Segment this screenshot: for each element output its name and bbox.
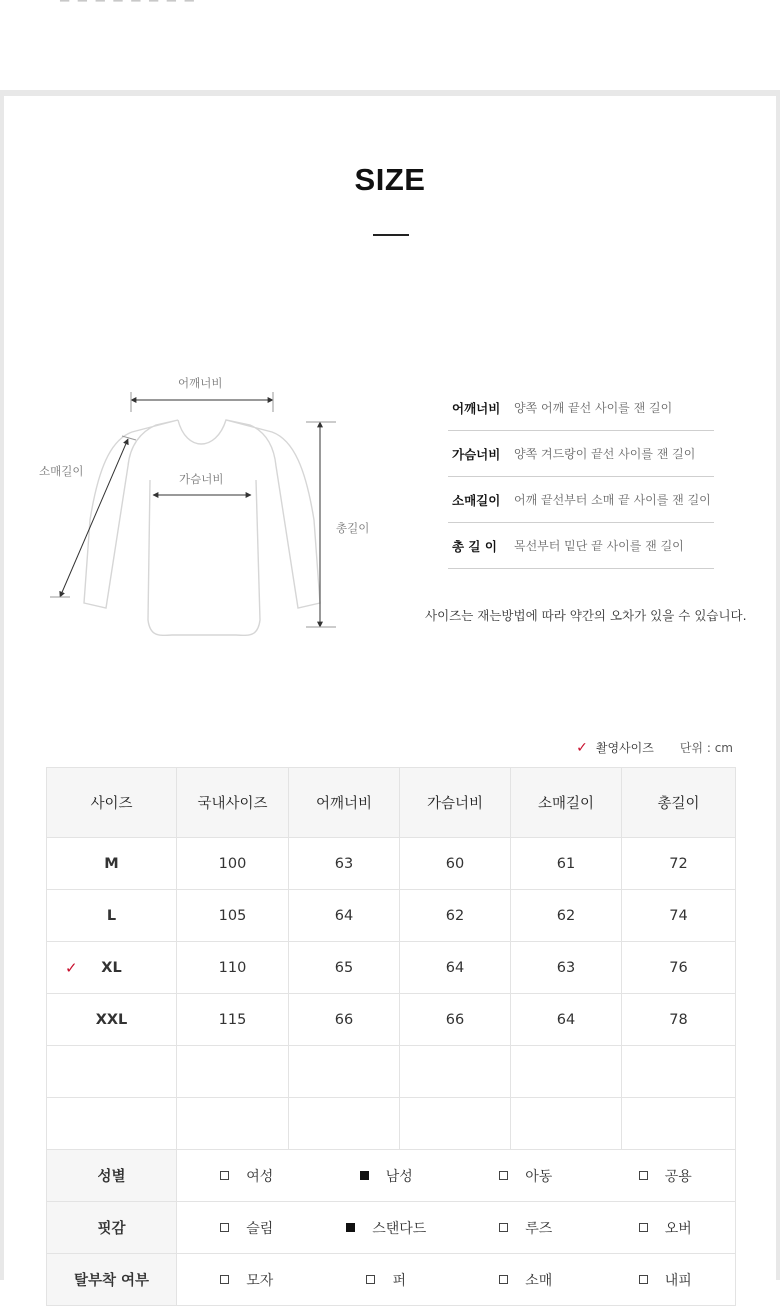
measurement-legend xyxy=(448,385,714,569)
option-group xyxy=(177,1218,735,1238)
legend-term: 어깨너비 xyxy=(452,400,501,416)
empty-cell xyxy=(400,1098,511,1150)
attribute-options xyxy=(177,1202,736,1254)
check-icon: ✓ xyxy=(576,739,588,756)
domestic-size-cell: 115 xyxy=(177,994,289,1046)
empty-cell xyxy=(622,1098,736,1150)
legend-term: 가슴너비 xyxy=(452,446,501,462)
chest-cell: 64 xyxy=(400,942,511,994)
chest-label: 가슴너비 xyxy=(179,472,224,486)
legend-row xyxy=(448,477,714,523)
column-header: 가슴너비 xyxy=(400,768,511,838)
sweater-outline xyxy=(84,420,320,635)
checkbox-icon xyxy=(639,1171,648,1180)
option-label: 루즈 xyxy=(525,1220,553,1237)
option-label: 내피 xyxy=(664,1272,692,1289)
empty-cell xyxy=(400,1046,511,1098)
option-label: 공용 xyxy=(664,1168,692,1185)
measurement-note: 사이즈는 재는방법에 따라 약간의 오차가 있을 수 있습니다. xyxy=(425,608,747,623)
shoulder-label: 어깨너비 xyxy=(178,376,223,390)
table-header-row xyxy=(47,768,736,838)
length-cell: 78 xyxy=(622,994,736,1046)
checkbox-icon xyxy=(220,1171,229,1180)
option-label: 모자 xyxy=(246,1272,274,1289)
option-male xyxy=(317,1166,457,1186)
sleeve-cell: 61 xyxy=(511,838,622,890)
legend-desc: 목선부터 밑단 끝 사이를 잰 길이 xyxy=(514,539,684,553)
length-label: 총길이 xyxy=(336,521,370,535)
option-slim xyxy=(177,1218,317,1238)
size-cell xyxy=(47,838,177,890)
empty-cell xyxy=(177,1046,289,1098)
table-row xyxy=(47,942,736,994)
option-label: 여성 xyxy=(246,1168,274,1185)
legend-desc: 양쪽 어깨 끝선 사이를 잰 길이 xyxy=(514,401,673,415)
legend-term: 총 길 이 xyxy=(452,538,497,554)
sleeve-cell: 63 xyxy=(511,942,622,994)
column-header: 어깨너비 xyxy=(289,768,400,838)
option-label: 아동 xyxy=(525,1168,553,1185)
section-title: SIZE xyxy=(354,162,426,197)
shoulder-cell: 63 xyxy=(289,838,400,890)
size-value: XXL xyxy=(95,1011,128,1028)
option-label: 슬림 xyxy=(246,1220,274,1237)
attribute-row-gender xyxy=(47,1150,736,1202)
option-over xyxy=(596,1218,736,1238)
column-header: 국내사이즈 xyxy=(177,768,289,838)
legend-row xyxy=(448,431,714,477)
checkbox-checked-icon xyxy=(346,1223,355,1232)
empty-cell xyxy=(622,1046,736,1098)
legend-row xyxy=(448,385,714,431)
option-label: 소매 xyxy=(525,1272,553,1289)
length-cell: 74 xyxy=(622,890,736,942)
empty-row xyxy=(47,1046,736,1098)
legend-row xyxy=(448,523,714,569)
option-loose xyxy=(456,1218,596,1238)
option-label: 스탠다드 xyxy=(372,1220,427,1237)
length-cell: 76 xyxy=(622,942,736,994)
empty-cell xyxy=(177,1098,289,1150)
option-standard xyxy=(317,1218,457,1238)
option-kids xyxy=(456,1166,596,1186)
legend-desc: 어깨 끝선부터 소매 끝 사이를 잰 길이 xyxy=(514,493,711,507)
empty-cell xyxy=(289,1046,400,1098)
option-group xyxy=(177,1166,735,1186)
shoulder-cell: 66 xyxy=(289,994,400,1046)
option-female xyxy=(177,1166,317,1186)
shoulder-cell: 64 xyxy=(289,890,400,942)
attribute-label: 탈부착 여부 xyxy=(47,1254,177,1306)
checkbox-icon xyxy=(499,1171,508,1180)
unit-label: 단위 : cm xyxy=(679,741,733,755)
model-size-check-icon: ✓ xyxy=(65,958,78,977)
column-header: 총길이 xyxy=(622,768,736,838)
length-cell: 72 xyxy=(622,838,736,890)
option-label: 오버 xyxy=(664,1220,692,1237)
attribute-row-fit xyxy=(47,1202,736,1254)
size-cell xyxy=(47,890,177,942)
empty-cell xyxy=(47,1046,177,1098)
attribute-label: 성별 xyxy=(47,1150,177,1202)
checkbox-icon xyxy=(220,1223,229,1232)
shoulder-cell: 65 xyxy=(289,942,400,994)
chest-cell: 66 xyxy=(400,994,511,1046)
domestic-size-cell: 110 xyxy=(177,942,289,994)
attribute-options xyxy=(177,1150,736,1202)
option-unisex xyxy=(596,1166,736,1186)
size-table xyxy=(46,767,736,1306)
attribute-label: 핏감 xyxy=(47,1202,177,1254)
empty-row xyxy=(47,1098,736,1150)
domestic-size-cell: 100 xyxy=(177,838,289,890)
sleeve-cell: 62 xyxy=(511,890,622,942)
empty-cell xyxy=(511,1098,622,1150)
checkbox-icon xyxy=(499,1223,508,1232)
empty-cell xyxy=(511,1046,622,1098)
table-meta xyxy=(576,739,733,756)
column-header: 사이즈 xyxy=(47,768,177,838)
table-row xyxy=(47,994,736,1046)
option-label: 퍼 xyxy=(392,1272,407,1289)
table-row xyxy=(47,838,736,890)
size-value: M xyxy=(104,855,119,872)
option-label: 남성 xyxy=(385,1168,413,1185)
size-cell xyxy=(47,994,177,1046)
cut-off-heading: ─ ─ ─ ─ ─ ─ ─ ─ xyxy=(60,0,196,10)
chest-cell: 62 xyxy=(400,890,511,942)
size-value: L xyxy=(106,907,117,924)
checkbox-checked-icon xyxy=(360,1171,369,1180)
size-value: XL xyxy=(101,959,122,976)
sleeve-label: 소매길이 xyxy=(39,464,84,478)
column-header: 소매길이 xyxy=(511,768,622,838)
legend-desc: 양쪽 겨드랑이 끝선 사이를 잰 길이 xyxy=(514,447,696,461)
table-row xyxy=(47,890,736,942)
size-cell xyxy=(47,942,177,994)
legend-term: 소매길이 xyxy=(452,492,501,508)
chest-cell: 60 xyxy=(400,838,511,890)
model-size-label: 촬영사이즈 xyxy=(595,741,654,755)
empty-cell xyxy=(289,1098,400,1150)
checkbox-icon xyxy=(639,1223,648,1232)
domestic-size-cell: 105 xyxy=(177,890,289,942)
sleeve-cell: 64 xyxy=(511,994,622,1046)
empty-cell xyxy=(47,1098,177,1150)
